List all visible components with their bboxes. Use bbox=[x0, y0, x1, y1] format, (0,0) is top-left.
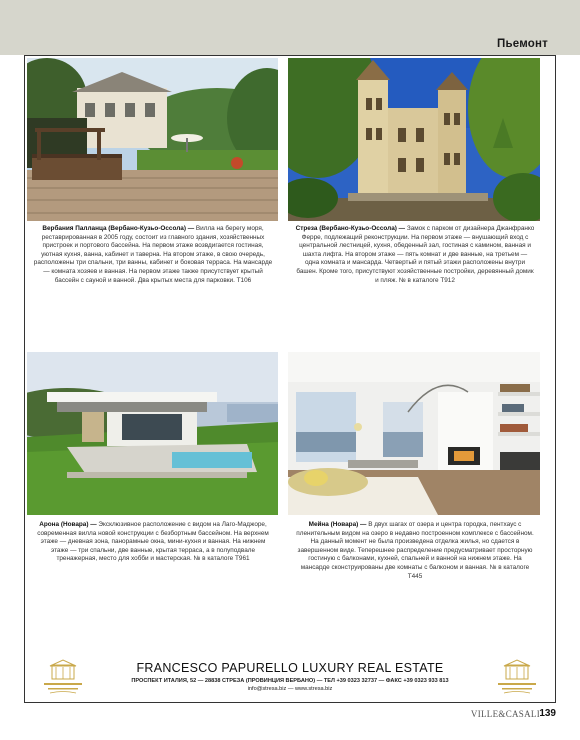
listing-body: В двух шагах от озера и центра городка, пентхаус с пленительным видом на озеро в недавно построенном комплексе с бассейном. На данный момент не была произведена отделка жилья, но сдается в завершенном виде. Теперешнее распределение предусматривает просторную гостиную с балконами, кухней, спальней и ванной на нижнем этаже. На мансарде сконструированы две комнаты с балконом и ванная. № в каталоге Т445 bbox=[296, 521, 534, 580]
listing-body: Вилла на берегу моря, реставрированная в 2005 году, состоит из главного здания, хозяйственных пристроек и портового бассейна. На первом этаже возвдигается гостиная, уютная кухня, ванна, кабинет и таверна. На втором этаже, в свою очередь, расположены три спальни, три ванны, кабинет и боковая терраса. На мансарде — комната хозяев и ванная. На первом этаже также присутствует крытый бассейн с сауной и ванной. Два крытых места для парковки. Т106 bbox=[33, 225, 273, 284]
magazine-name: VILLE&CASALI bbox=[470, 709, 540, 719]
listing-body: Эксклюзивное расположение с видом на Лаго-Маджоре, современная вилла новой конструкции с безбортным бассейном. На верхнем этаже — дневная зона, панорамные окна, мини-кухня и ванная. На нижнем этаже — три спальни, две ванные, крытая терраса, а в полуподвале тренажерная, место для хобби и мастерская. № в каталоге Т961 bbox=[37, 521, 269, 563]
listing-title: Мейна (Новара) — bbox=[308, 521, 367, 528]
page-number: 139 bbox=[539, 708, 556, 719]
photo-penthouse-meina bbox=[288, 352, 540, 515]
listing-caption-4 bbox=[295, 521, 535, 581]
header-band bbox=[0, 0, 580, 55]
listing-caption-1 bbox=[33, 225, 273, 285]
agency-footer bbox=[24, 655, 556, 703]
listing-title: Арона (Новара) — bbox=[39, 521, 97, 528]
photo-villa-pallanza bbox=[27, 58, 278, 221]
photo-villa-arona bbox=[27, 352, 278, 515]
listing-caption-2 bbox=[295, 225, 535, 285]
section-title: Пьемонт bbox=[497, 38, 548, 50]
agency-contacts[interactable]: info@stresa.biz — www.stresa.biz bbox=[247, 686, 333, 692]
listing-title: Вербания Палланца (Вербано-Кузьо-Оссола) — bbox=[42, 225, 195, 232]
listing-title: Стреза (Вербано-Кузьо-Оссола) — bbox=[295, 225, 406, 232]
photo-castle-stresa bbox=[288, 58, 540, 221]
listing-caption-3 bbox=[33, 521, 273, 564]
listing-body: Замок с парком от дизайнера Джанфранко Ферре, подлежащий реконструкции. На первом этаже — внушающий вход с центральной лестницей, кухня, обеденный зал, гостиная с камином, ванная и шахта лифта. На втором этаже — пять комнат и две ванные, на третьем — одна комната и мансарда. Четвертый и пятый этажи расположены внутри башен. Кроме того, присутствуют хозяйственные постройки, деревянный домик и пляж. № в каталоге Т912 bbox=[296, 225, 535, 284]
agency-address: ПРОСПЕКТ ИТАЛИЯ, 52 — 28838 СТРЕЗА (ПРОВИНЦИЯ ВЕРБАНО) — ТЕЛ +39 0323 32737 — ФАКС +39 0323 933 813 bbox=[131, 678, 449, 684]
agency-name: FRANCESCO PAPURELLO LUXURY REAL ESTATE bbox=[136, 661, 444, 675]
